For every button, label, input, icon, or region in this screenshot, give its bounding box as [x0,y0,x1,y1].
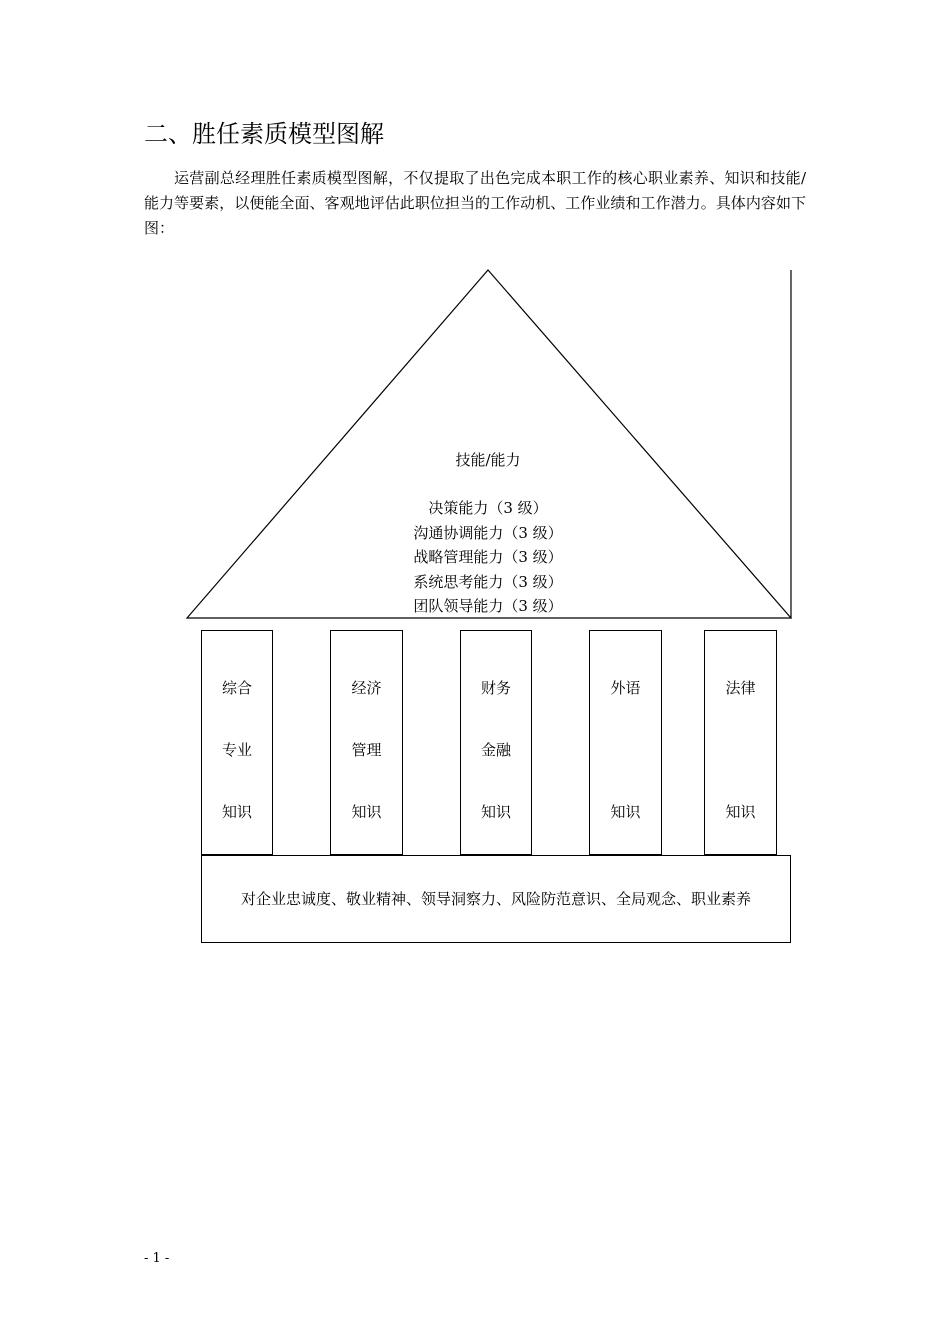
pillar-line: 知识 [221,803,252,821]
skill-list [338,496,638,619]
pillar-line: 综合 [221,679,252,697]
skill-item: 团队领导能力（3 级） [413,597,563,616]
pillar-line: 管理 [351,741,382,759]
pillar-line: 知识 [480,803,511,821]
knowledge-pillar [201,630,273,855]
pillar-line: 财务 [480,679,511,697]
skill-item: 决策能力（3 级） [428,499,548,517]
knowledge-pillar [330,630,403,855]
skill-item: 战略管理能力（3 级） [413,548,563,567]
skill-item: 沟通协调能力（3 级） [413,523,563,542]
page-number: - 1 - [144,1251,170,1266]
intro-text: 运营副总经理胜任素质模型图解，不仅提取了出色完成本职工作的核心职业素养、知识和技能/能力等要素，以便能全面、客观地评估此职位担当的工作动机、工作业绩和工作潜力。具体内容如下图： [144,169,806,237]
knowledge-pillar [589,630,662,855]
pillar-line: 经济 [351,679,382,697]
intro-paragraph [144,166,806,241]
skill-item: 系统思考能力（3 级） [413,572,563,591]
pillar-line: 法律 [725,679,756,697]
roof-title: 技能/能力 [455,451,521,469]
foundation-box: 对企业忠诚度、敬业精神、领导洞察力、风险防范意识、全局观念、职业素养 [201,855,791,943]
pillar-line: 知识 [610,803,641,821]
pillar-line: 知识 [351,803,382,821]
pillar-line: 专业 [221,741,252,759]
pillar-line: 知识 [725,803,756,821]
knowledge-pillar [460,630,532,855]
pillar-line: 金融 [480,741,511,759]
pillar-line: 外语 [610,679,641,697]
knowledge-pillar [704,630,777,855]
section-heading: 二、胜任素质模型图解 [144,120,384,148]
